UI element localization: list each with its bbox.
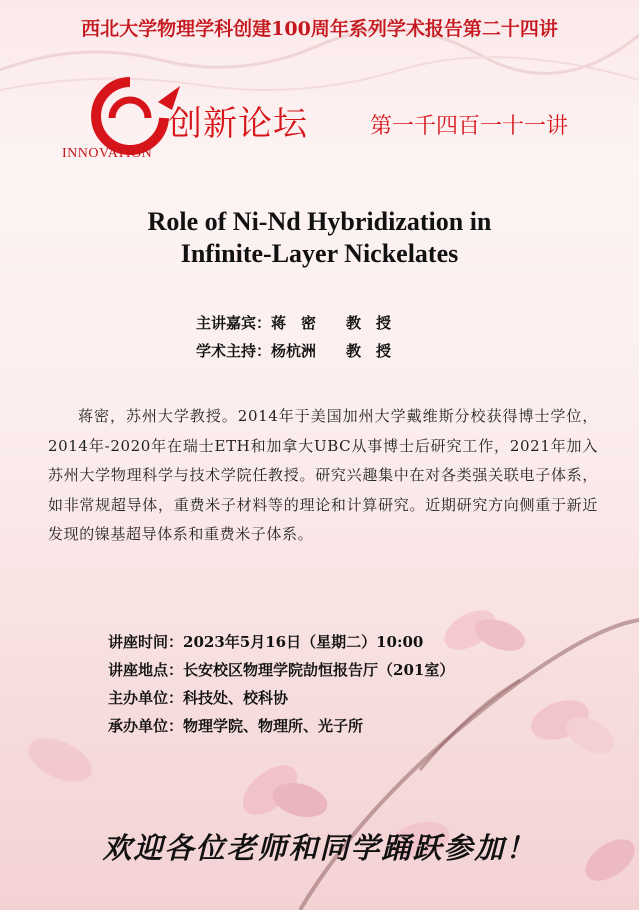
talk-title-line1: Role of Ni-Nd Hybridization in — [147, 207, 492, 236]
people-block — [196, 309, 391, 365]
talk-title-line2: Infinite-Layer Nickelates — [180, 239, 459, 268]
lecture-number: 第一千四百一十一讲 — [370, 114, 569, 139]
organizer-row — [108, 684, 454, 712]
welcome-message: 欢迎各位老师和同学踊跃参加！ — [102, 831, 537, 865]
speaker-name: 蒋 密 — [271, 314, 317, 332]
place-label: 讲座地点： — [108, 661, 184, 679]
time-value: 2023年5月16日（星期二）10:00 — [183, 633, 424, 651]
host-title: 教 授 — [346, 342, 392, 360]
place-value: 长安校区物理学院劼恒报告厅（201室） — [183, 661, 455, 679]
speaker-label: 主讲嘉宾： — [196, 314, 272, 332]
host-unit-value: 物理学院、物理所、光子所 — [183, 717, 364, 735]
time-row — [108, 628, 454, 656]
speaker-bio: 蒋密，苏州大学教授。2014年于美国加州大学戴维斯分校获得博士学位，2014年-2020年在瑞士ETH和加拿大UBC从事博士后研究工作，2021年加入苏州大学物理科学与技术学院任教授。研究兴趣集中在对各类强关联电子体系，如非常规超导体，重费米子材料等的理论和计算研究。近期研究方向侧重于新近发现的镍基超导体系和重费米子体系。 — [48, 407, 598, 543]
host-unit-row — [108, 712, 454, 740]
speaker-title: 教 授 — [346, 314, 392, 332]
logo-text: INNOVATION — [62, 146, 153, 161]
host-unit-label: 承办单位： — [108, 717, 184, 735]
series-banner: 西北大学物理学科创建100周年系列学术报告第二十四讲 — [81, 18, 558, 40]
talk-title — [0, 206, 639, 270]
host-row — [196, 337, 391, 365]
lecture-info — [108, 628, 454, 740]
host-label: 学术主持： — [196, 342, 272, 360]
forum-title: 创新论坛 — [168, 104, 308, 144]
place-row — [108, 656, 454, 684]
organizer-label: 主办单位： — [108, 689, 184, 707]
host-name: 杨杭洲 — [271, 342, 317, 360]
organizer-value: 科技处、校科协 — [183, 689, 289, 707]
speaker-row — [196, 309, 391, 337]
time-label: 讲座时间： — [108, 633, 184, 651]
